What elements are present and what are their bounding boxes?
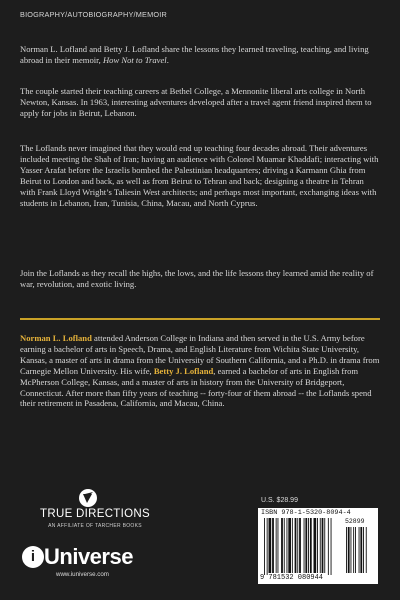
barcode-bar bbox=[287, 518, 288, 573]
barcode-bar bbox=[299, 518, 301, 573]
barcode-bar bbox=[322, 518, 324, 573]
badge-letter: i bbox=[30, 548, 36, 565]
barcode-bar bbox=[276, 518, 277, 573]
barcode-bar bbox=[314, 518, 317, 573]
bio-text-1: attended Anderson College in Indiana and then served in the U.S. Army before earning a bachelor of arts in Speech, Drama, and English Literature from Wichita State University, Kansas, a master of arts in drama from the University of Southern California, and a Ph.D. in drama from Carnegie Mellon University. His wife, bbox=[20, 333, 380, 376]
isbn-text: ISBN 978-1-5320-8094-4 bbox=[261, 509, 351, 517]
barcode-bar bbox=[288, 518, 291, 573]
description-text: The Loflands never imagined that they would end up teaching four decades abroad. Their adventures included meeting the Shah of Iran; having an audience with Colonel Muamar Khaddafi; interacting with Yasser Arafat before the Israelis bombed the Palestinian headquarters; driving a Karmann Ghia from Beirut to London and back, as well as from Beirut to Tehran and back; designing a theatre in Tehran with Frank Lloyd Wright’s Taliesin West architects; and perhaps most important, exchanging ideas with students in Lebanon, Iran, Tunisia, China, Macau, and North Cyprus. bbox=[20, 143, 379, 208]
author-name-2: Betty J. Lofland bbox=[153, 365, 214, 376]
barcode-bar bbox=[308, 518, 309, 573]
description-text-end: . bbox=[166, 54, 169, 65]
barcode-bar bbox=[272, 518, 274, 573]
barcode-bar bbox=[328, 518, 329, 575]
author-bio bbox=[20, 333, 380, 409]
isbn-barcode bbox=[258, 508, 378, 584]
barcode-addon-bar bbox=[346, 527, 347, 573]
barcode-addon-bar bbox=[359, 527, 360, 573]
barcode-addon-bar bbox=[351, 527, 352, 573]
gold-divider bbox=[20, 318, 380, 320]
barcode-bar bbox=[324, 518, 325, 573]
barcode-addon: 52899 bbox=[345, 518, 365, 525]
barcode-bar bbox=[305, 518, 307, 573]
category-label: BIOGRAPHY/AUTOBIOGRAPHY/MEMOIR bbox=[20, 10, 167, 19]
imprint-subtitle: AN AFFILIATE OF TARCHER BOOKS bbox=[48, 523, 142, 529]
barcode-bar bbox=[292, 518, 293, 573]
barcode-addon-bar bbox=[355, 527, 356, 573]
true-directions-logo bbox=[20, 488, 180, 529]
barcode-bar bbox=[304, 518, 305, 573]
imprint-name: TRUE DIRECTIONS bbox=[40, 508, 150, 520]
barcode-bar bbox=[317, 518, 318, 573]
barcode-addon-bar bbox=[363, 527, 364, 573]
barcode-bar bbox=[281, 518, 283, 573]
description-paragraph-3 bbox=[20, 143, 380, 208]
description-paragraph-1 bbox=[20, 44, 380, 66]
publisher-brand: Universe bbox=[44, 544, 133, 569]
description-text: The couple started their teaching careers at Bethel College, a Mennonite liberal arts college in North Newton, Kansas. In 1963, interesting adventures developed after a travel agent friend inspired them to apply for jobs in Beirut, Lebanon. bbox=[20, 86, 372, 118]
publisher-url: www.iuniverse.com bbox=[56, 571, 109, 578]
description-paragraph-2 bbox=[20, 86, 380, 119]
author-name-1: Norman L. Lofland bbox=[20, 333, 92, 343]
compass-icon bbox=[78, 488, 98, 508]
barcode-bar bbox=[284, 518, 285, 573]
barcode-bar bbox=[278, 518, 279, 573]
iuniverse-logo bbox=[20, 544, 190, 580]
barcode-bar bbox=[269, 518, 272, 573]
bio-text-2: , earned a bachelor of arts in English from McPherson College, Kansas, and a master of arts in history from the University of Bridgeport, Connecticut. After more than fifty years of teaching -- forty-four of them abroad -- the Loflands spend their retirement in Pasadena, California, and Macau, China. bbox=[20, 365, 372, 409]
description-paragraph-4 bbox=[20, 268, 380, 290]
barcode-bar bbox=[297, 518, 298, 573]
barcode-bar bbox=[295, 518, 297, 573]
barcode-addon-bar bbox=[348, 527, 350, 573]
barcode-addon-bar bbox=[353, 527, 354, 573]
barcode-bar bbox=[264, 518, 265, 575]
barcode-digits: 9 781532 080944 bbox=[260, 574, 324, 582]
barcode-bar bbox=[331, 518, 332, 575]
barcode-bar bbox=[320, 518, 321, 573]
barcode-bar bbox=[267, 518, 268, 575]
price-label: U.S. $28.99 bbox=[261, 497, 298, 504]
iuniverse-badge-icon bbox=[22, 546, 44, 568]
description-text: Norman L. Lofland and Betty J. Lofland share the lessons they learned traveling, teaching, and living abroad in their memoir, bbox=[20, 44, 369, 65]
book-title: How Not to Travel bbox=[102, 54, 167, 65]
description-text: Join the Loflands as they recall the highs, the lows, and the life lessons they learned amid the reality of war, revolution, and exotic living. bbox=[20, 268, 374, 289]
barcode-bar bbox=[310, 518, 312, 573]
barcode-addon-bar bbox=[366, 527, 367, 573]
barcode-addon-bar bbox=[360, 527, 362, 573]
